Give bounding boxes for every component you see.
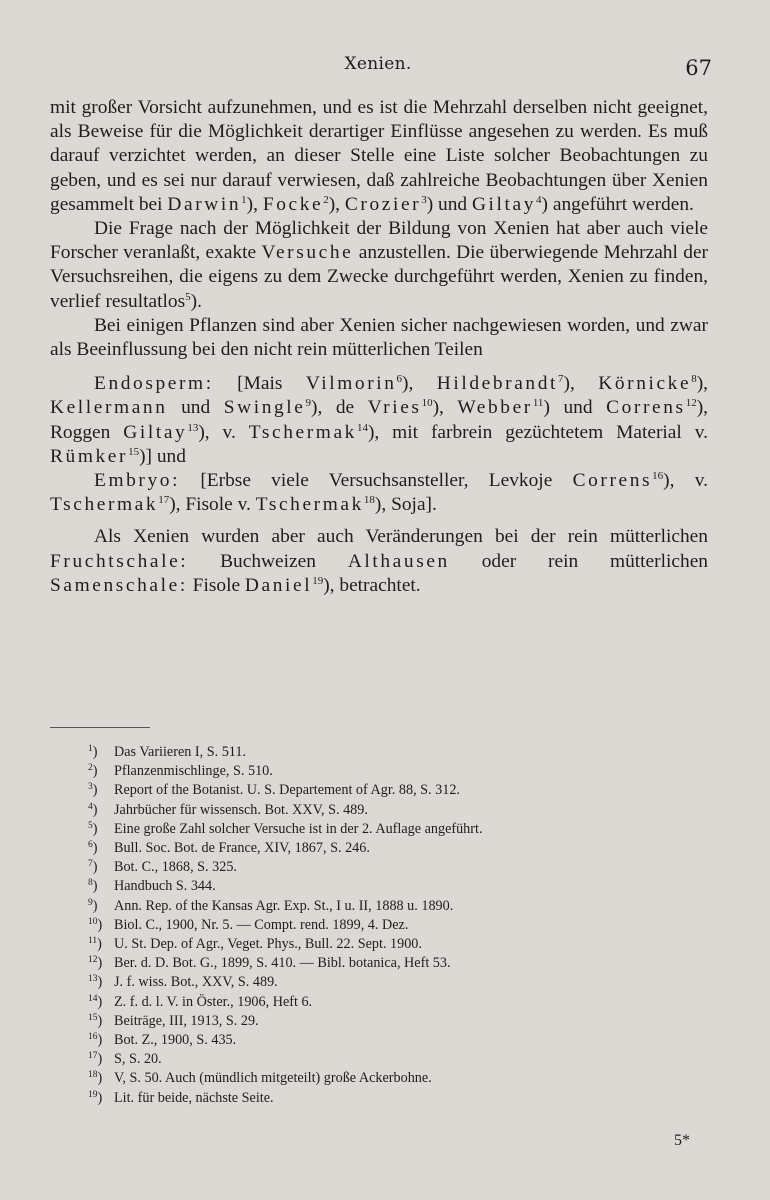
footnote	[88, 897, 708, 916]
footnote-number: $^5$)	[88, 820, 98, 837]
footnote-number: $^6$)	[88, 840, 98, 857]
footnote	[88, 839, 708, 858]
footnote-number: $^4$)	[88, 801, 98, 818]
footnote-text: V, S. 50. Auch (mündlich mitgeteilt) große Ackerbohne.	[114, 1070, 432, 1087]
footnote-number: $^2$)	[88, 763, 98, 780]
footnote-text: Ann. Rep. of the Kansas Agr. Exp. St., I u. II, 1888 u. 1890.	[114, 897, 454, 914]
footnote-text: Report of the Botanist. U. S. Departement of Agr. 88, S. 312.	[114, 782, 460, 799]
footnote	[88, 801, 708, 820]
footnote-text: Eine große Zahl solcher Versuche ist in der 2. Auflage angeführt.	[114, 820, 483, 837]
footnote-number: $^{13}$)	[88, 974, 103, 991]
footnote-number: $^{17}$)	[88, 1051, 103, 1068]
footnote-number: $^{12}$)	[88, 955, 103, 972]
footnote-number: $^9$)	[88, 897, 98, 914]
footnote-text: Lit. für beide, nächste Seite.	[114, 1089, 274, 1106]
paragraph-2: Die Frage nach der Möglichkeit der Bildung von Xenien hat aber auch viele Forscher veranlaßt, exakte Versuche anzustellen. Die überwiegende Mehrzahl der Versuchsreihen, die eigens zu dem Zwecke durchgeführt werden, Xenien zu finden, verlief resultatlos$^5$).	[50, 218, 709, 312]
footnote	[88, 973, 708, 992]
footnote-text: S, S. 20.	[114, 1051, 162, 1068]
footnote-text: Bot. C., 1868, S. 325.	[114, 859, 237, 876]
footnote	[88, 820, 708, 839]
footnote-text: Das Variieren I, S. 511.	[114, 744, 246, 760]
footnote	[88, 954, 708, 973]
footnote-divider	[50, 727, 150, 728]
footnote	[88, 858, 708, 877]
paragraph-1: mit großer Vorsicht aufzunehmen, und es ist die Mehrzahl derselben nicht geeignet, als Beweise für die Möglichkeit derartiger Einflüsse angesehen zu werden. Es muß darauf verzichtet werden, an dieser Stelle eine Liste solcher Beobachtungen zu geben, und es sei nur darauf verwiesen, daß zahlreiche Beobachtungen über Xenien gesammelt bei Darwin$^1$), Focke$^2$), Crozier$^3$) und Giltay$^4$) angeführt werden.	[50, 97, 708, 215]
footnote-number: $^{18}$)	[88, 1070, 103, 1087]
footnote	[88, 743, 708, 762]
page-number: 67	[685, 56, 712, 80]
footnote-number: $^{16}$)	[88, 1032, 103, 1049]
footnote	[88, 993, 708, 1012]
footnote-text: Jahrbücher für wissensch. Bot. XXV, S. 489.	[114, 801, 368, 818]
footnote	[88, 877, 708, 896]
footnote-number: $^1$)	[88, 744, 98, 760]
main-text	[50, 96, 708, 598]
footnote-number: $^3$)	[88, 782, 98, 799]
footnote-number: $^7$)	[88, 859, 98, 876]
footnote-number: $^{14}$)	[88, 993, 103, 1010]
footnote-text: Biol. C., 1900, Nr. 5. — Compt. rend. 1899, 4. Dez.	[114, 916, 409, 933]
footnote	[88, 781, 708, 800]
footnote-text: Z. f. d. l. V. in Öster., 1906, Heft 6.	[114, 993, 313, 1010]
footnote-number: $^{19}$)	[88, 1089, 103, 1106]
paragraph-6: Als Xenien wurden aber auch Veränderungen bei der rein mütterlichen Fruchtschale: Buchweizen Althausen oder rein mütterlichen Samenschale: Fisole Daniel$^{19}$), betrachtet.	[50, 526, 709, 596]
footnote-text: Handbuch S. 344.	[114, 878, 216, 895]
footnote	[88, 1050, 708, 1069]
footnote-text: Pflanzenmischlinge, S. 510.	[114, 763, 273, 780]
footnote	[88, 1031, 708, 1050]
footnote	[88, 1069, 708, 1088]
footnote-text: J. f. wiss. Bot., XXV, S. 489.	[114, 974, 278, 991]
footnote-text: Bull. Soc. Bot. de France, XIV, 1867, S. 246.	[114, 840, 370, 857]
footnote-text: Beiträge, III, 1913, S. 29.	[114, 1012, 259, 1029]
footnote-text: Bot. Z., 1900, S. 435.	[114, 1032, 237, 1049]
footnote	[88, 916, 708, 935]
paragraph-3: Bei einigen Pflanzen sind aber Xenien sicher nachgewiesen worden, und zwar als Beeinflussung bei den nicht rein mütterlichen Teilen	[50, 314, 708, 361]
footnote-number: $^{10}$)	[88, 916, 103, 933]
footnote	[88, 762, 708, 781]
footnotes	[88, 743, 708, 1108]
footnote-number: $^{15}$)	[88, 1012, 103, 1029]
footnote-text: U. St. Dep. of Agr., Veget. Phys., Bull. 22. Sept. 1900.	[114, 936, 422, 953]
footnote-number: $^8$)	[88, 878, 98, 895]
footnote	[88, 935, 708, 954]
paragraph-embryo: Embryo: [Erbse viele Versuchsansteller, Levkoje Correns$^{16}$), v. Tschermak$^{17}$), Fisole v. Tschermak$^{18}$), Soja].	[50, 470, 708, 516]
footnote	[88, 1089, 708, 1108]
footnote-number: $^{11}$)	[88, 936, 102, 953]
paragraph-endosperm: Endosperm: [Mais Vilmorin$^6$), Hildebrandt$^7$), Körnicke$^8$), Kellermann und Swingle$^9$), de Vries$^{10}$), Webber$^{11}$) und Correns$^{12}$), Roggen Giltay$^{13}$), v. Tschermak$^{14}$), mit farbrein gezüchtetem Material v. Rümker$^{15}$)] und	[50, 373, 709, 467]
footnote	[88, 1012, 708, 1031]
signature-mark: 5*	[674, 1132, 690, 1149]
running-header	[50, 54, 712, 84]
footnote-text: Ber. d. D. Bot. G., 1899, S. 410. — Bibl. botanica, Heft 53.	[114, 955, 451, 972]
running-title: Xenien.	[344, 54, 412, 74]
